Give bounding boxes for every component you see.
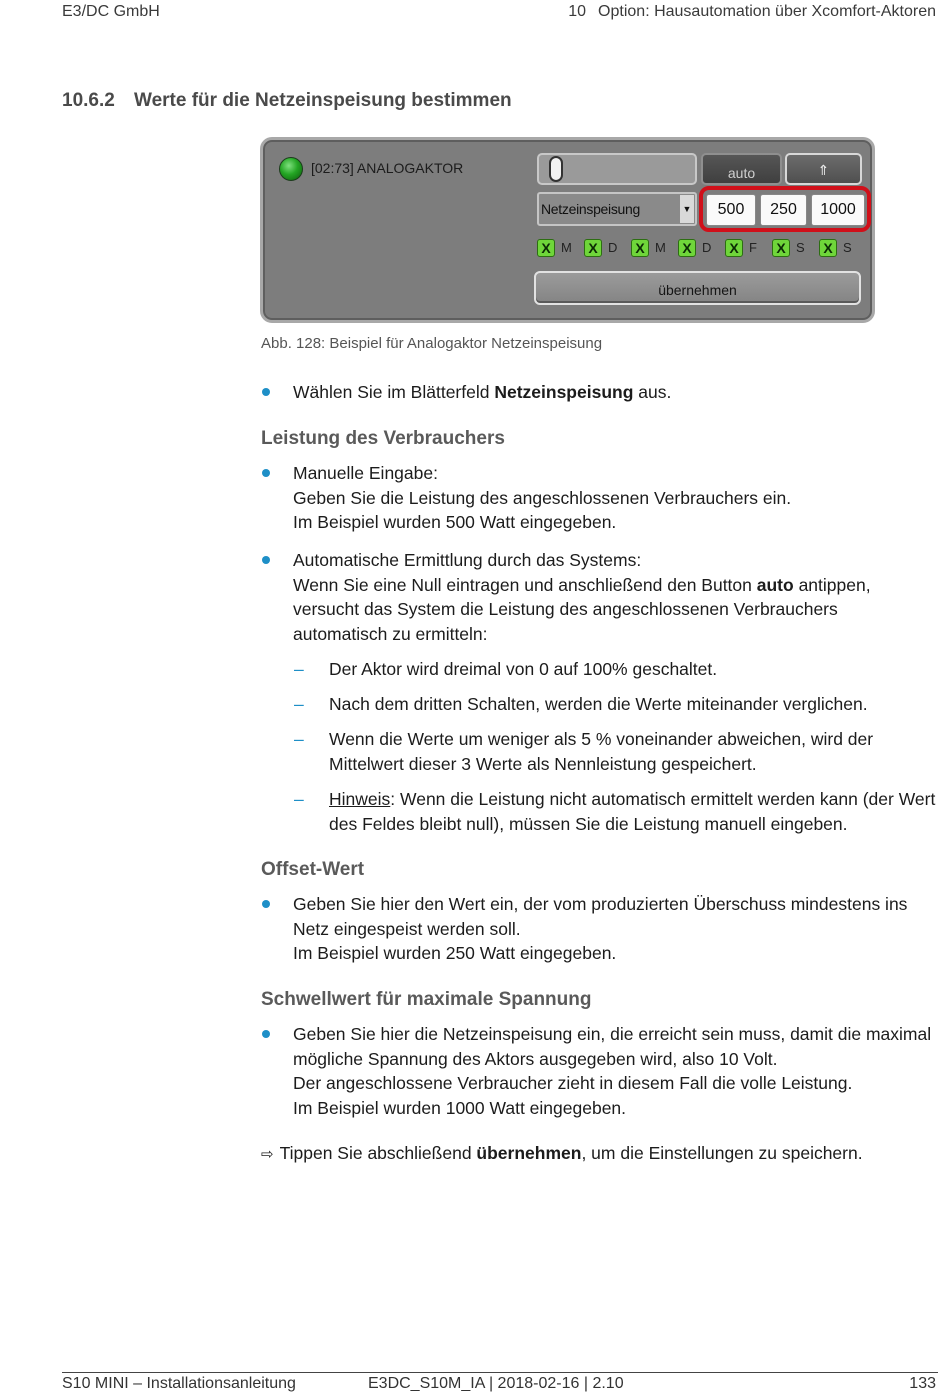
day-label-7: S bbox=[843, 240, 852, 255]
bullet-icon bbox=[261, 469, 271, 479]
offset-line-2: Im Beispiel wurden 250 Watt eingegeben. bbox=[293, 943, 617, 963]
step-3: Wenn die Werte um weniger als 5 % voneinander abweichen, wird der Mittelwert dieser 3 Werte als Nennleistung gespeichert. bbox=[329, 729, 874, 774]
auto-pre: Wenn Sie eine Null eintragen und anschließend den Button bbox=[293, 574, 757, 595]
day-checkbox-7[interactable]: X bbox=[819, 239, 837, 257]
dash-icon: – bbox=[294, 789, 304, 809]
manual-line-3: Im Beispiel wurden 500 Watt eingegeben. bbox=[293, 512, 617, 532]
dropdown-arrow-icon[interactable]: ▼ bbox=[680, 195, 694, 223]
day-label-1: M bbox=[561, 240, 572, 255]
auto-post: antippen, versucht das System die Leistung des angeschlossenen Verbrauchers automatisch zu ermitteln: bbox=[293, 574, 871, 644]
manual-line-1: Manuelle Eingabe: bbox=[293, 463, 438, 483]
offset-text bbox=[293, 892, 936, 966]
footer-page-number: 133 bbox=[909, 1375, 936, 1392]
bullet-icon bbox=[261, 556, 271, 566]
hint-text bbox=[329, 787, 936, 836]
final-post: , um die Einstellungen zu speichern. bbox=[581, 1143, 863, 1163]
header-company: E3/DC GmbH bbox=[62, 3, 160, 20]
day-checkbox-2[interactable]: X bbox=[584, 239, 602, 257]
footer-divider bbox=[62, 1372, 938, 1373]
final-bold: übernehmen bbox=[476, 1143, 582, 1163]
step-2: Nach dem dritten Schalten, werden die Werte miteinander verglichen. bbox=[329, 694, 868, 714]
hint-label: Hinweis bbox=[329, 789, 391, 809]
dash-icon: – bbox=[294, 659, 304, 679]
widget-title: [02:73] ANALOGAKTOR bbox=[311, 160, 464, 176]
status-led-icon bbox=[279, 157, 303, 181]
auto-entry-text bbox=[293, 548, 936, 646]
intro-pre: Wählen Sie im Blätterfeld bbox=[293, 382, 495, 402]
hint-body: : Wenn die Leistung nicht automatisch ermittelt werden kann (der Wert des Feldes bleibt null), müssen Sie die Leistung manuell eingeben. bbox=[329, 789, 936, 834]
section-heading: Werte für die Netzeinspeisung bestimmen bbox=[134, 90, 512, 111]
intro-post: aus. bbox=[633, 382, 672, 402]
auto-button[interactable]: auto bbox=[701, 153, 782, 185]
heading-leistung: Leistung des Verbrauchers bbox=[261, 428, 505, 449]
footer-doc-title: S10 MINI – Installationsanleitung bbox=[62, 1375, 296, 1392]
day-checkbox-1[interactable]: X bbox=[537, 239, 555, 257]
dash-icon: – bbox=[294, 729, 304, 749]
manual-line-2: Geben Sie die Leistung des angeschlossenen Verbrauchers ein. bbox=[293, 487, 792, 508]
section-title bbox=[62, 90, 512, 112]
day-label-2: D bbox=[608, 240, 618, 255]
values-highlight-frame bbox=[699, 186, 871, 232]
manual-entry-text bbox=[293, 461, 936, 535]
intro-bold: Netzeinspeisung bbox=[494, 382, 634, 402]
arrow-right-icon: ⇨ bbox=[261, 1146, 274, 1163]
day-checkbox-6[interactable]: X bbox=[772, 239, 790, 257]
heading-offset: Offset-Wert bbox=[261, 859, 365, 880]
day-label-6: S bbox=[796, 240, 805, 255]
schwell-line-1: Geben Sie hier die Netzeinspeisung ein, die erreicht sein muss, damit die maximal mögliche Spannung des Aktors ausgegeben wird, also 10 Volt. bbox=[293, 1024, 932, 1069]
power-input[interactable]: 500 bbox=[706, 194, 756, 226]
day-label-3: M bbox=[655, 240, 666, 255]
offset-line-1: Geben Sie hier den Wert ein, der vom produzierten Überschuss mindestens ins Netz eingespeist werden soll. bbox=[293, 894, 908, 939]
chapter-title: Option: Hausautomation über Xcomfort-Aktoren bbox=[598, 3, 936, 20]
apply-button[interactable]: übernehmen bbox=[534, 271, 861, 305]
analogaktor-widget bbox=[260, 137, 875, 323]
dash-icon: – bbox=[294, 694, 304, 714]
schwell-line-2: Der angeschlossene Verbraucher zieht in diesem Fall die volle Leistung. bbox=[293, 1073, 853, 1093]
threshold-input[interactable]: 1000 bbox=[811, 194, 865, 226]
day-checkbox-3[interactable]: X bbox=[631, 239, 649, 257]
dimmer-slider[interactable] bbox=[537, 153, 697, 185]
mode-select[interactable] bbox=[537, 192, 697, 226]
footer-doc-id: E3DC_S10M_IA | 2018-02-16 | 2.10 bbox=[368, 1375, 624, 1392]
chapter-number: 10 bbox=[568, 3, 587, 20]
mode-select-value: Netzeinspeisung bbox=[541, 201, 641, 217]
auto-bold: auto bbox=[756, 574, 794, 595]
bullet-icon bbox=[261, 1030, 271, 1040]
final-pre: Tippen Sie abschließend bbox=[279, 1143, 477, 1163]
auto-line-1: Automatische Ermittlung durch das Systems: bbox=[293, 550, 642, 570]
day-label-5: F bbox=[749, 240, 757, 255]
up-arrow-button[interactable]: ⇑ bbox=[785, 153, 862, 185]
schwell-line-3: Im Beispiel wurden 1000 Watt eingegeben. bbox=[293, 1097, 627, 1118]
header-chapter bbox=[568, 3, 936, 21]
slider-handle[interactable] bbox=[549, 156, 563, 182]
final-instruction bbox=[261, 1141, 936, 1168]
step-1: Der Aktor wird dreimal von 0 auf 100% geschaltet. bbox=[329, 659, 718, 679]
day-label-4: D bbox=[702, 240, 712, 255]
day-checkbox-5[interactable]: X bbox=[725, 239, 743, 257]
intro-text bbox=[293, 380, 936, 405]
section-number: 10.6.2 bbox=[62, 90, 115, 111]
schwell-text bbox=[293, 1022, 936, 1120]
auto-paragraph bbox=[293, 573, 936, 647]
heading-schwellwert: Schwellwert für maximale Spannung bbox=[261, 989, 592, 1010]
figure-caption: Abb. 128: Beispiel für Analogaktor Netzeinspeisung bbox=[261, 335, 603, 352]
weekday-checkboxes bbox=[537, 239, 867, 259]
offset-input[interactable]: 250 bbox=[760, 194, 807, 226]
bullet-icon bbox=[261, 388, 271, 398]
bullet-icon bbox=[261, 900, 271, 910]
day-checkbox-4[interactable]: X bbox=[678, 239, 696, 257]
